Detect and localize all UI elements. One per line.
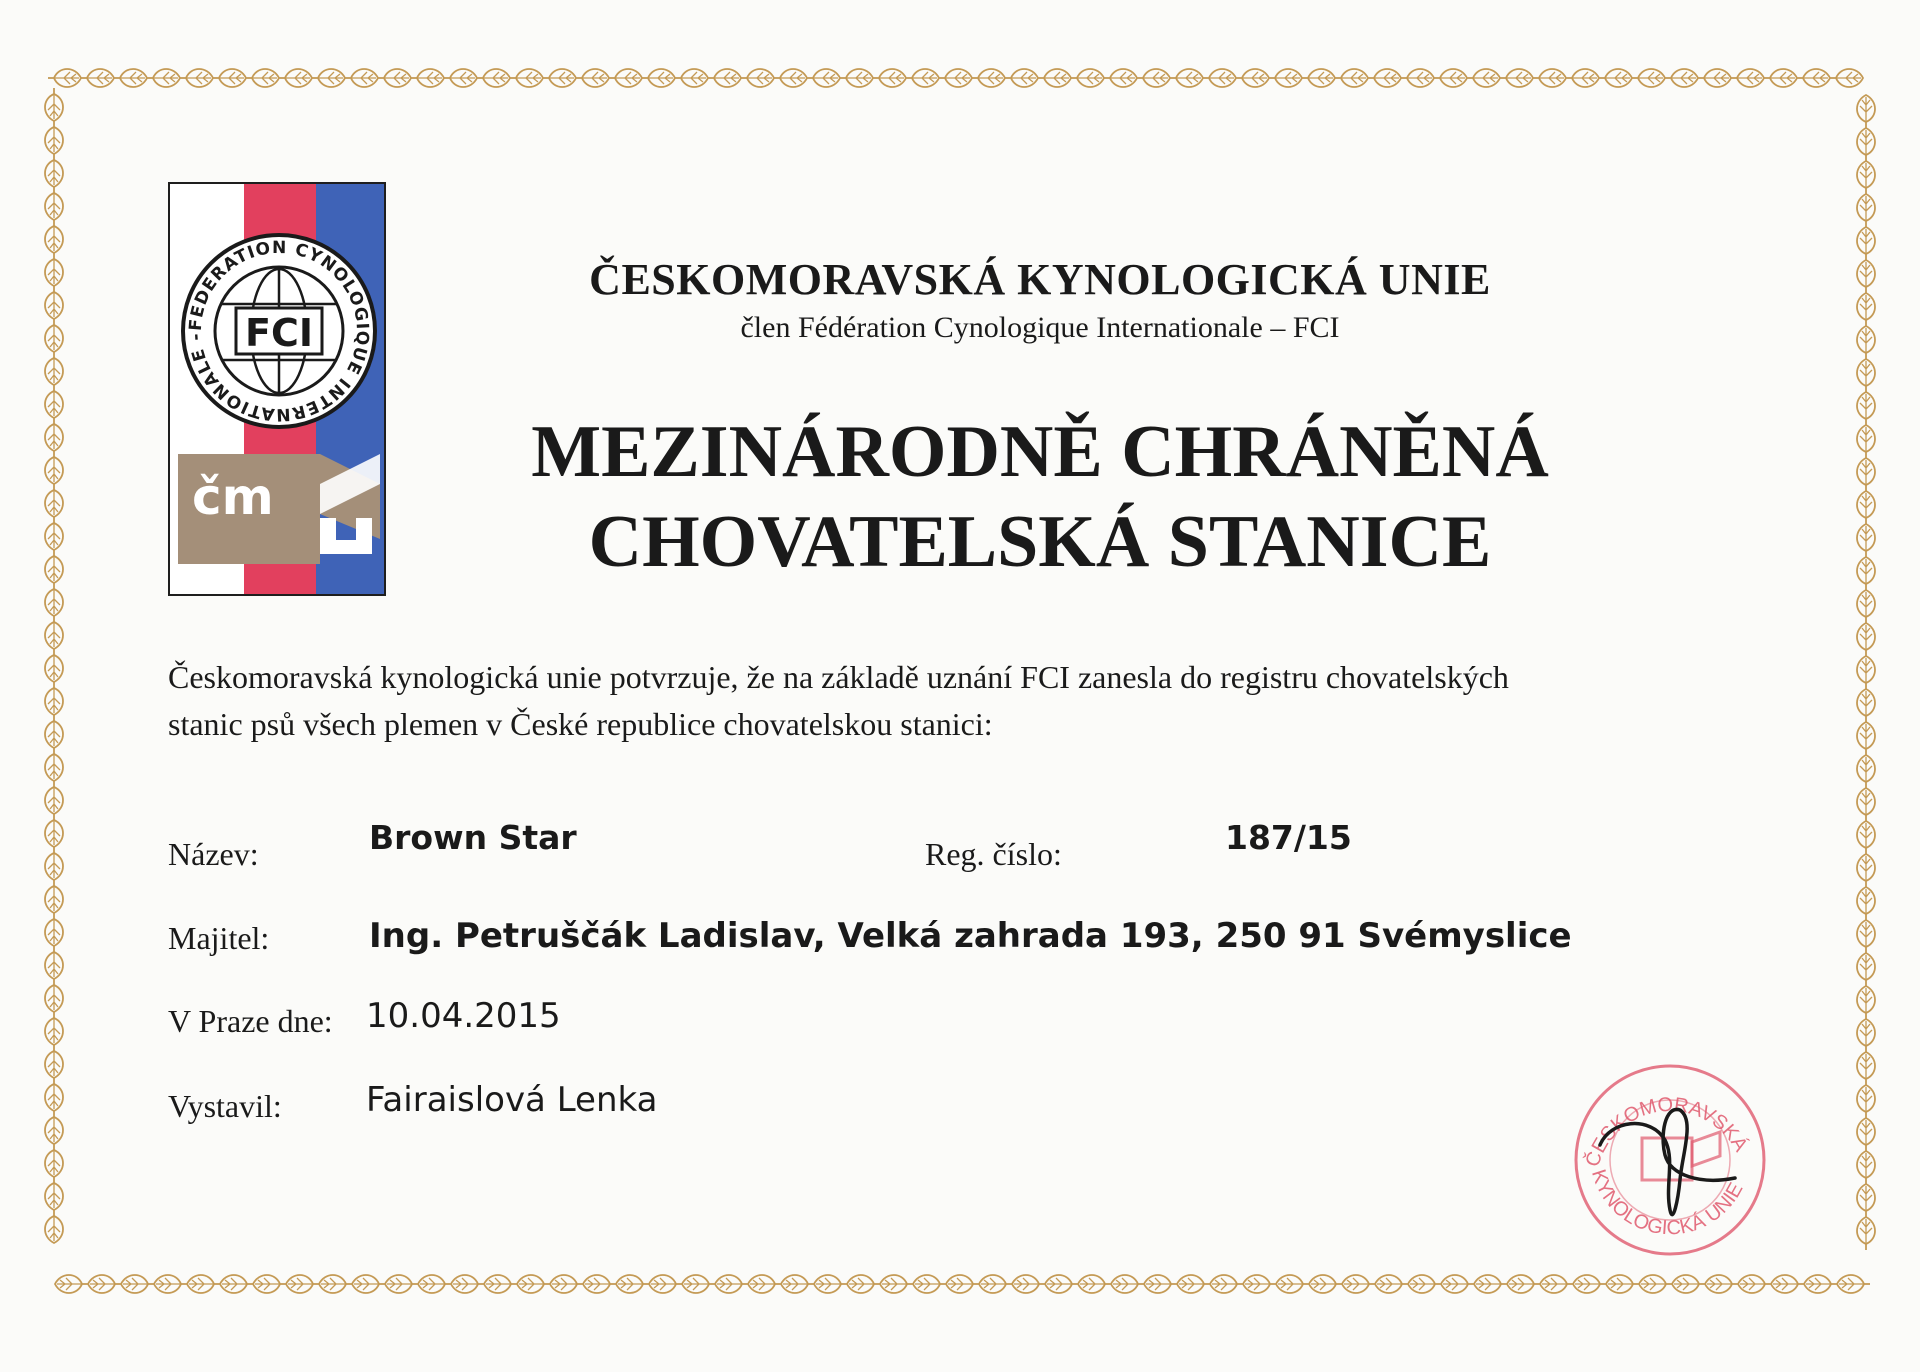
border-leaf [1857,623,1875,656]
border-leaf [1441,1275,1474,1293]
border-leaf [1665,69,1698,87]
border-leaf [616,1275,649,1293]
border-leaf [1857,887,1875,920]
border-leaf [715,1275,748,1293]
border-leaf [45,979,63,1012]
border-leaf [1177,1275,1210,1293]
border-leaf [1857,326,1875,359]
border-leaf [45,220,63,253]
border-leaf [1375,1275,1408,1293]
border-leaf [576,69,609,87]
svg-text:čm: čm [192,468,274,526]
border-leaf [1038,69,1071,87]
border-leaf [45,1210,63,1243]
border-leaf [1857,821,1875,854]
border-leaf [213,69,246,87]
border-leaf [279,69,312,87]
border-leaf [1335,69,1368,87]
border-leaf [543,69,576,87]
border-leaf [45,1045,63,1078]
border-leaf [1857,1052,1875,1085]
border-leaf [1857,953,1875,986]
certificate-statement [168,654,1768,748]
border-leaf [807,69,840,87]
issued-by-value: Fairaislová Lenka [366,1080,658,1120]
cmku-fci-logo [168,182,386,596]
border-leaf [1533,69,1566,87]
border-leaf [1857,557,1875,590]
svg-text:FEDERATION CYNOLOGIQUE INTERNA: FEDERATION CYNOLOGIQUE INTERNATIONALE - [185,237,373,425]
border-leaf [1857,1019,1875,1052]
border-leaf [1210,1275,1243,1293]
border-leaf [1837,1275,1870,1293]
border-leaf [45,88,63,121]
border-leaf [880,1275,913,1293]
issue-date-value: 10.04.2015 [366,996,561,1036]
border-leaf [906,69,939,87]
border-leaf [781,1275,814,1293]
border-leaf [979,1275,1012,1293]
border-leaf [1012,1275,1045,1293]
border-leaf [352,1275,385,1293]
border-leaf [1764,69,1797,87]
border-leaf [1830,69,1863,87]
border-leaf [840,69,873,87]
statement-line-2: stanic psů všech plemen v České republice chovatelskou stanici: [168,706,993,742]
border-leaf [45,1012,63,1045]
owner-label: Majitel: [168,920,270,956]
certificate-title-line-1: MEZINÁRODNĚ CHRÁNĚNÁ [531,411,1549,493]
border-leaf [88,1275,121,1293]
border-leaf [1078,1275,1111,1293]
border-leaf [748,1275,781,1293]
border-leaf [1857,722,1875,755]
border-leaf [121,1275,154,1293]
border-leaf [1408,1275,1441,1293]
border-leaf [1857,161,1875,194]
border-leaf [1857,128,1875,161]
border-leaf [45,385,63,418]
border-leaf [939,69,972,87]
border-leaf [1104,69,1137,87]
kennel-name-value: Brown Star [369,818,577,857]
border-leaf [55,1275,88,1293]
border-leaf [741,69,774,87]
border-leaf [1857,1085,1875,1118]
border-leaf [642,69,675,87]
border-leaf [45,616,63,649]
border-leaf [246,69,279,87]
border-leaf [1857,425,1875,458]
border-leaf [1236,69,1269,87]
border-leaf [1857,260,1875,293]
border-leaf [1276,1275,1309,1293]
border-leaf [45,583,63,616]
border-leaf [550,1275,583,1293]
border-leaf [154,1275,187,1293]
border-leaf [1738,1275,1771,1293]
border-leaf [1401,69,1434,87]
border-leaf [45,880,63,913]
border-leaf [708,69,741,87]
border-leaf [1342,1275,1375,1293]
border-leaf [649,1275,682,1293]
border-leaf [45,286,63,319]
border-leaf [1137,69,1170,87]
border-leaf [114,69,147,87]
border-leaf [45,121,63,154]
border-leaf [378,69,411,87]
border-leaf [1857,854,1875,887]
issued-by-label: Vystavil: [168,1088,282,1124]
registration-number-value: 187/15 [1225,818,1352,857]
organization-title: ČESKOMORAVSKÁ KYNOLOGICKÁ UNIE [589,255,1491,304]
border-leaf [1857,788,1875,821]
border-leaf [253,1275,286,1293]
svg-text:KYNOLOGICKÁ UNIE [1587,1167,1748,1240]
border-leaf [946,1275,979,1293]
border-leaf [1857,1184,1875,1217]
border-leaf [1857,194,1875,227]
border-leaf [45,649,63,682]
border-leaf [220,1275,253,1293]
border-leaf [345,69,378,87]
border-leaf [847,1275,880,1293]
border-leaf [45,418,63,451]
border-leaf [444,69,477,87]
issue-date-label: V Praze dne: [168,1003,333,1039]
border-leaf [411,69,444,87]
border-leaf [45,517,63,550]
border-leaf [1857,95,1875,128]
border-leaf [45,781,63,814]
border-leaf [609,69,642,87]
border-leaf [1474,1275,1507,1293]
border-leaf [477,69,510,87]
border-leaf [1857,392,1875,425]
border-leaf [45,1111,63,1144]
stamp-text-top: ČESKOMORAVSKÁ [1581,1093,1752,1170]
border-leaf [1857,1151,1875,1184]
border-leaf [1071,69,1104,87]
border-leaf [1857,491,1875,524]
border-leaf [45,946,63,979]
border-leaf [913,1275,946,1293]
border-leaf [48,69,81,87]
border-leaf [517,1275,550,1293]
border-leaf [1857,755,1875,788]
border-leaf [319,1275,352,1293]
border-leaf [1599,69,1632,87]
border-leaf [1857,293,1875,326]
border-leaf [45,187,63,220]
border-leaf [385,1275,418,1293]
border-leaf [1857,458,1875,491]
border-leaf [1170,69,1203,87]
border-leaf [1507,1275,1540,1293]
border-leaf [1857,590,1875,623]
border-leaf [45,484,63,517]
border-leaf [451,1275,484,1293]
border-leaf [45,352,63,385]
border-leaf [1573,1275,1606,1293]
registration-number-label: Reg. číslo: [925,836,1062,872]
border-leaf [45,253,63,286]
border-leaf [873,69,906,87]
border-leaf [682,1275,715,1293]
border-leaf [286,1275,319,1293]
border-leaf [1804,1275,1837,1293]
border-leaf [1705,1275,1738,1293]
border-leaf [45,682,63,715]
stamp-text-bottom: KYNOLOGICKÁ UNIE [1586,1166,1748,1240]
kennel-name-label: Název: [168,836,259,872]
border-leaf [1857,524,1875,557]
border-leaf [45,319,63,352]
border-leaf [1639,1275,1672,1293]
border-leaf [484,1275,517,1293]
border-leaf [1857,359,1875,392]
border-leaf [45,913,63,946]
border-leaf [312,69,345,87]
owner-value: Ing. Petruščák Ladislav, Velká zahrada 193, 250 91 Svémyslice [369,916,1572,956]
border-leaf [1566,69,1599,87]
border-leaf [45,847,63,880]
border-leaf [1857,689,1875,722]
border-leaf [1045,1275,1078,1293]
border-leaf [510,69,543,87]
border-leaf [418,1275,451,1293]
border-leaf [1111,1275,1144,1293]
fci-seal-icon [170,184,386,596]
border-leaf [1005,69,1038,87]
organization-subtitle: člen Fédération Cynologique Internationale – FCI [740,311,1340,344]
border-leaf [45,1177,63,1210]
border-leaf [1857,1118,1875,1151]
border-leaf [81,69,114,87]
statement-line-1: Českomoravská kynologická unie potvrzuje, že na základě uznání FCI zanesla do registru chovatelských [168,659,1509,695]
svg-text:FCI: FCI [245,311,313,355]
border-leaf [1857,986,1875,1019]
border-leaf [1606,1275,1639,1293]
border-leaf [45,715,63,748]
border-leaf [1144,1275,1177,1293]
border-leaf [1243,1275,1276,1293]
border-leaf [45,1144,63,1177]
border-leaf [1302,69,1335,87]
border-leaf [1203,69,1236,87]
border-leaf [583,1275,616,1293]
border-leaf [45,550,63,583]
border-leaf [1857,920,1875,953]
border-leaf [1857,227,1875,260]
border-leaf [1467,69,1500,87]
certificate-title-line-2: CHOVATELSKÁ STANICE [588,501,1492,583]
border-leaf [972,69,1005,87]
border-leaf [774,69,807,87]
border-leaf [1540,1275,1573,1293]
border-leaf [45,154,63,187]
border-leaf [45,1078,63,1111]
border-leaf [1857,1217,1875,1250]
border-leaf [1500,69,1533,87]
border-leaf [45,451,63,484]
official-stamp [1570,1060,1770,1260]
border-leaf [180,69,213,87]
border-leaf [1269,69,1302,87]
border-leaf [1797,69,1830,87]
border-leaf [1698,69,1731,87]
border-leaf [1309,1275,1342,1293]
border-leaf [814,1275,847,1293]
border-leaf [45,814,63,847]
border-leaf [1731,69,1764,87]
border-leaf [1632,69,1665,87]
border-leaf [45,748,63,781]
border-leaf [1434,69,1467,87]
border-leaf [1368,69,1401,87]
border-leaf [1771,1275,1804,1293]
border-leaf [1672,1275,1705,1293]
border-leaf [675,69,708,87]
border-leaf [1857,656,1875,689]
border-leaf [147,69,180,87]
border-leaf [187,1275,220,1293]
